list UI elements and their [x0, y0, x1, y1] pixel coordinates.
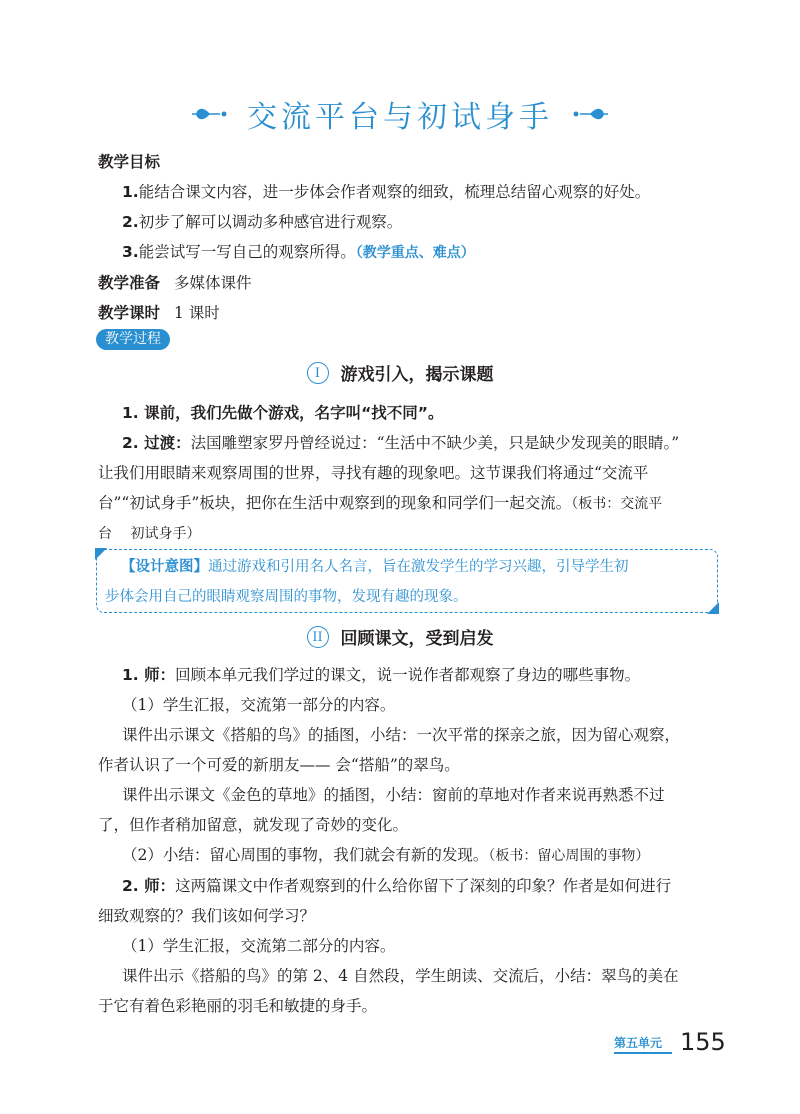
process-badge: 教学过程 [96, 329, 170, 350]
section-1-heading: I 游戏引入，揭示课题 [0, 360, 800, 385]
paragraph: 1. 师：回顾本单元我们学过的课文，说一说作者都观察了身边的哪些事物。 [122, 666, 641, 684]
section-2-heading: II 回顾课文，受到启发 [0, 624, 800, 649]
paragraph: 1. 课前，我们先做个游戏，名字叫“找不同”。 [122, 404, 444, 422]
design-intent-box [96, 549, 718, 613]
objectives-heading: 教学目标 [98, 153, 161, 171]
prep-row: 教学准备 多媒体课件 [98, 274, 252, 292]
section-number-badge: I [307, 362, 329, 384]
paragraph-line: 于它有着色彩艳丽的羽毛和敏捷的身手。 [98, 997, 378, 1015]
section-2-body [98, 660, 716, 1021]
design-intent-line: 【设计意图】通过游戏和引用名人名言，旨在激发学生的学习兴趣，引导学生初 [121, 559, 629, 575]
corner-ornament-icon [95, 548, 107, 560]
design-intent-line: 步体会用自己的眼睛观察周围的事物，发现有趣的现象。 [105, 589, 468, 605]
page-title-row [0, 92, 800, 136]
paragraph: 2. 过渡：法国雕塑家罗丹曾经说过：“生活中不缺少美，只是缺少发现美的眼睛。” [122, 434, 680, 452]
paragraph-line: 了，但作者稍加留意，就发现了奇妙的变化。 [98, 816, 409, 834]
paragraph: 课件出示课文《搭船的鸟》的插图，小结：一次平常的探亲之旅，因为留心观察， [122, 726, 681, 744]
objective-item: 2.初步了解可以调动多种感官进行观察。 [122, 213, 403, 231]
hours-row: 教学课时 1 课时 [98, 304, 220, 322]
fleuron-right-icon [570, 105, 610, 123]
paragraph: 课件出示课文《金色的草地》的插图，小结：窗前的草地对作者来说再熟悉不过 [122, 786, 665, 804]
key-point-note: （教学重点、难点） [355, 245, 475, 261]
section-number-badge: II [307, 626, 329, 648]
corner-ornament-icon [707, 602, 719, 614]
paragraph-line: 台 初试身手） [98, 526, 201, 542]
paragraph: 课件出示《搭船的鸟》的第 2、4 自然段，学生朗读、交流后，小结：翠鸟的美在 [122, 967, 679, 985]
section-1-body [98, 398, 716, 549]
fleuron-left-icon [190, 105, 230, 123]
paragraph: （1）学生汇报，交流第一部分的内容。 [122, 696, 396, 714]
unit-label: 第五单元 [614, 1036, 663, 1050]
paragraph-line: 让我们用眼睛来观察周围的世界，寻找有趣的现象吧。这节课我们将通过“交流平 [98, 464, 649, 482]
objectives-block [98, 147, 716, 328]
page-title: 交流平台与初试身手 [247, 100, 553, 135]
paragraph: 2. 师：这两篇课文中作者观察到的什么给你留下了深刻的印象？作者是如何进行 [122, 877, 672, 895]
paragraph: （1）学生汇报，交流第二部分的内容。 [122, 937, 396, 955]
objective-item: 1.能结合课文内容，进一步体会作者观察的细致，梳理总结留心观察的好处。 [122, 183, 651, 201]
page-number: 155 [680, 1028, 726, 1056]
paragraph-line: 细致观察的？我们该如何学习？ [98, 907, 316, 925]
paragraph-line: 作者认识了一个可爱的新朋友—— 会“搭船”的翠鸟。 [98, 756, 460, 774]
unit-underline [614, 1052, 672, 1054]
paragraph: （2）小结：留心周围的事物，我们就会有新的发现。（板书：留心周围的事物） [122, 846, 650, 864]
paragraph-line: 台”“初试身手”板块，把你在生活中观察到的现象和同学们一起交流。（板书：交流平 [98, 494, 663, 512]
objective-item: 3.能尝试写一写自己的观察所得。（教学重点、难点） [122, 243, 475, 261]
